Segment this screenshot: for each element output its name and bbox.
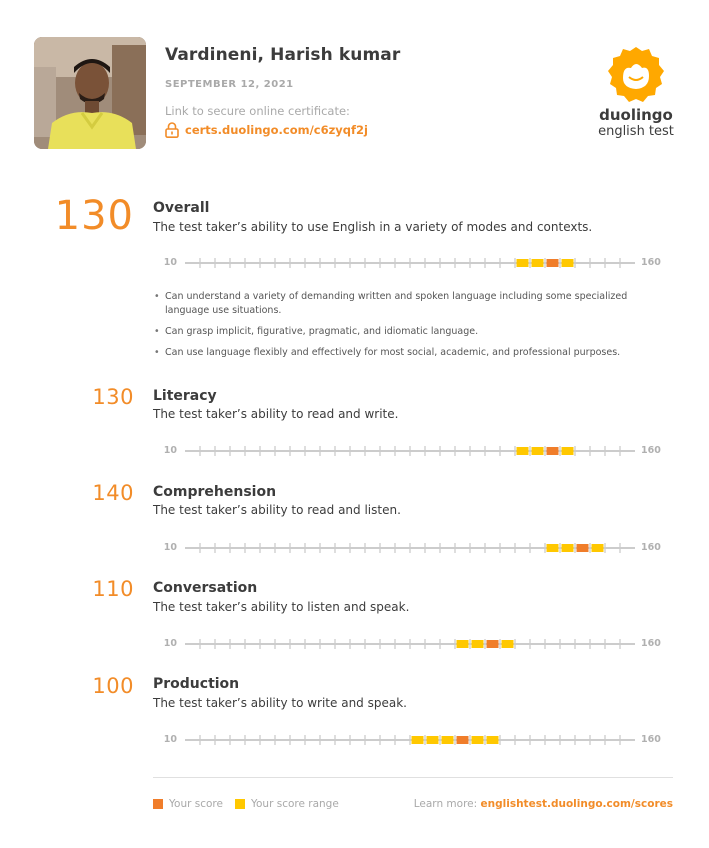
candidate-photo [34, 37, 146, 149]
overall-scale [185, 256, 635, 270]
score-legend [153, 798, 351, 810]
production-scale-max: 160 [641, 734, 661, 745]
production-scale [185, 733, 635, 747]
range-segment [532, 259, 544, 267]
range-segment [472, 736, 484, 744]
range-segment [592, 544, 604, 552]
production-scale-min: 10 [163, 734, 177, 745]
conversation-scale-max: 160 [641, 638, 661, 649]
production-description: The test taker’s ability to write and speak. [153, 696, 407, 710]
comprehension-scale-min: 10 [163, 542, 177, 553]
range-segment [562, 259, 574, 267]
score-segment [457, 736, 469, 744]
overall-score: 130 [54, 193, 134, 239]
conversation-title: Conversation [153, 580, 258, 596]
comprehension-description: The test taker’s ability to read and listen. [153, 503, 401, 517]
range-segment [547, 544, 559, 552]
descriptor-item: • Can understand a variety of demanding written and spoken language including some specialized language use situations. [153, 290, 673, 318]
overall-title: Overall [153, 200, 210, 216]
score-segment [547, 259, 559, 267]
legend-score-label: Your score [169, 798, 223, 810]
literacy-scale-min: 10 [163, 445, 177, 456]
literacy-title: Literacy [153, 388, 217, 404]
learn-more-link[interactable]: englishtest.duolingo.com/scores [480, 798, 673, 810]
range-segment [532, 447, 544, 455]
candidate-name: Vardineni, Harish kumar [165, 45, 401, 65]
overall-scale-max: 160 [641, 257, 661, 268]
production-score: 100 [92, 674, 134, 698]
comprehension-scale [185, 541, 635, 555]
legend-score-swatch [153, 799, 163, 809]
range-segment [562, 447, 574, 455]
range-segment [487, 736, 499, 744]
score-segment [547, 447, 559, 455]
literacy-scale-max: 160 [641, 445, 661, 456]
logo-brand-text: duolingo [599, 106, 673, 124]
legend-your-range [235, 798, 339, 810]
lock-icon [165, 122, 179, 138]
descriptor-item: • Can grasp implicit, figurative, pragmatic, and idiomatic language. [153, 325, 673, 339]
legend-range-label: Your score range [250, 798, 339, 810]
range-segment [412, 736, 424, 744]
conversation-description: The test taker’s ability to listen and speak. [153, 600, 410, 614]
comprehension-title: Comprehension [153, 484, 277, 500]
test-date: SEPTEMBER 12, 2021 [165, 79, 294, 90]
range-segment [502, 640, 514, 648]
certificate-link[interactable]: certs.duolingo.com/c6zyqf2j [185, 123, 368, 137]
comprehension-score: 140 [92, 481, 134, 505]
conversation-scale [185, 637, 635, 651]
range-segment [517, 259, 529, 267]
range-segment [442, 736, 454, 744]
range-segment [562, 544, 574, 552]
descriptor-item: • Can use language flexibly and effectively for most social, academic, and professional purposes. [153, 346, 673, 360]
legend-range-swatch [235, 799, 245, 809]
range-segment [517, 447, 529, 455]
production-title: Production [153, 676, 240, 692]
certificate-link-label: Link to secure online certificate: [165, 104, 350, 118]
learn-more-label: Learn more: [413, 798, 478, 810]
range-segment [472, 640, 484, 648]
comprehension-scale-max: 160 [641, 542, 661, 553]
legend-your-score [153, 798, 223, 810]
learn-more [414, 798, 673, 810]
score-segment [487, 640, 499, 648]
overall-description: The test taker’s ability to use English in a variety of modes and contexts. [153, 220, 593, 234]
overall-descriptors [153, 290, 673, 367]
duolingo-logo [598, 44, 674, 144]
literacy-score: 130 [92, 385, 134, 409]
range-segment [427, 736, 439, 744]
overall-scale-min: 10 [163, 257, 177, 268]
duolingo-owl-icon [605, 44, 667, 106]
logo-sub-text: english test [598, 124, 674, 139]
footer-divider [153, 777, 673, 778]
range-segment [457, 640, 469, 648]
score-segment [577, 544, 589, 552]
conversation-scale-min: 10 [163, 638, 177, 649]
literacy-description: The test taker’s ability to read and write. [153, 407, 399, 421]
literacy-scale [185, 444, 635, 458]
conversation-score: 110 [92, 577, 134, 601]
